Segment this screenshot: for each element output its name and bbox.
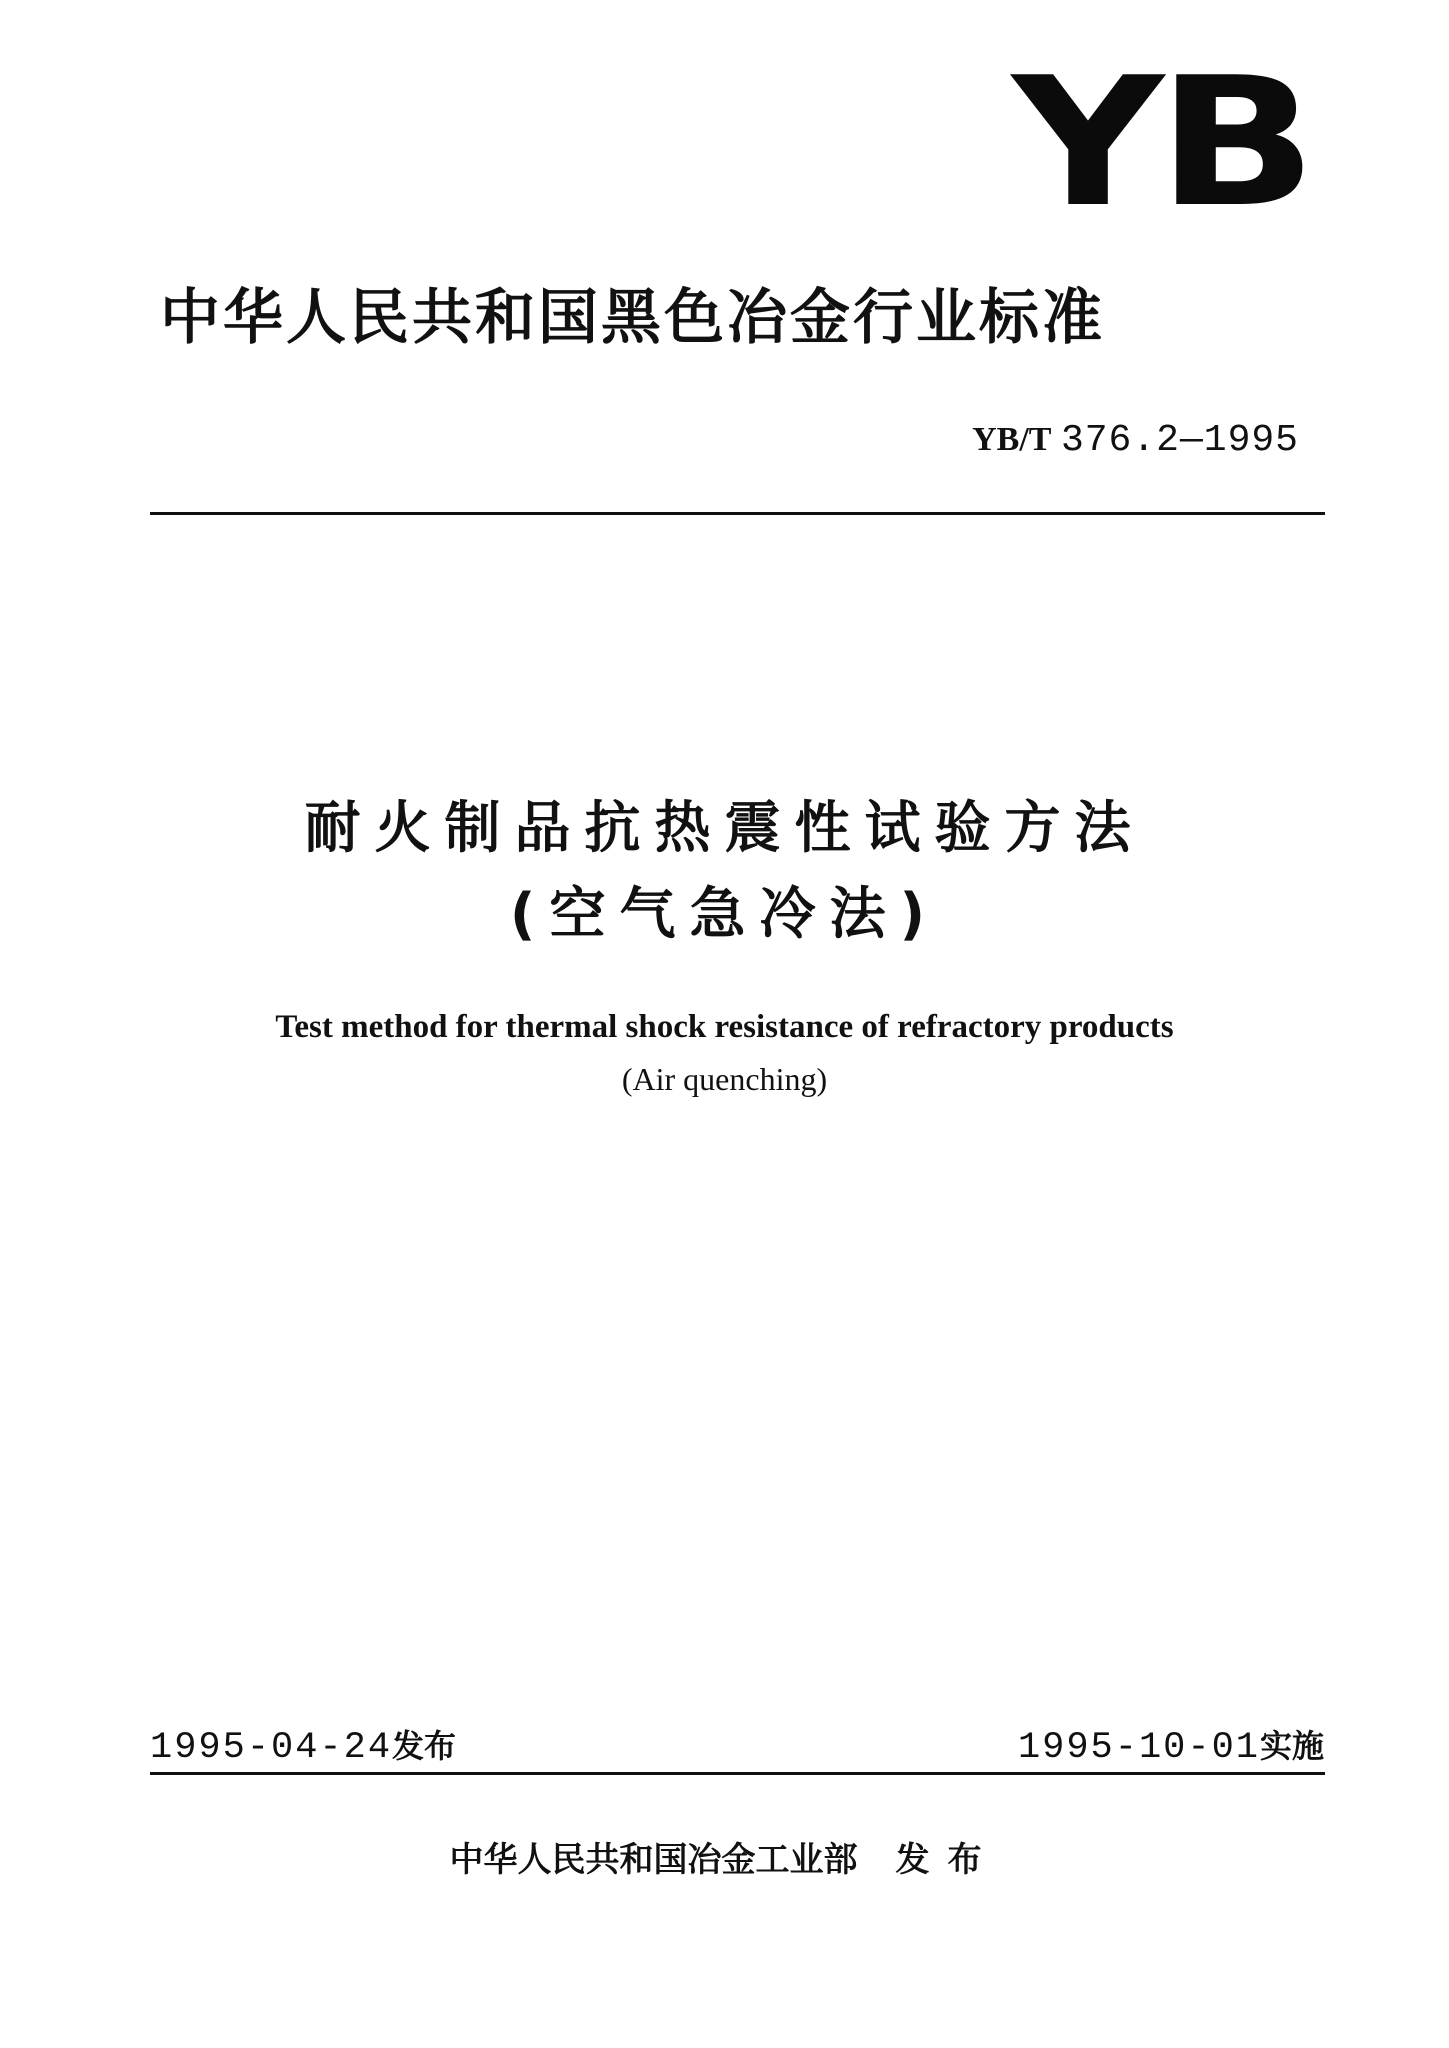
footer-divider: [150, 1772, 1325, 1775]
issue-date: 1995-04-24: [150, 1727, 393, 1769]
org-title: 中华人民共和国黑色冶金行业标准: [160, 283, 1105, 353]
issue-label: 发布: [392, 1727, 457, 1765]
header-divider: [150, 512, 1325, 515]
implementation-date-block: [1018, 1722, 1324, 1772]
title-english-line1: Test method for thermal shock resistance of refractory products: [275, 1009, 1174, 1045]
title-chinese-line1: 耐火制品抗热震性试验方法: [304, 796, 1145, 861]
standard-number: [972, 413, 1299, 466]
standard-prefix: YB/T: [972, 421, 1052, 458]
publisher-line: [0, 1835, 1449, 1885]
issue-date-block: [150, 1722, 456, 1772]
implementation-date: 1995-10-01: [1017, 1727, 1260, 1769]
title-english-line2: (Air quenching): [621, 1061, 828, 1097]
publisher-action: 发布: [895, 1840, 1000, 1880]
standard-code: 376.2—1995: [1060, 419, 1299, 462]
title-chinese-line2: (空气急冷法): [509, 882, 940, 947]
implementation-label: 实施: [1259, 1727, 1324, 1765]
yb-logo: YB: [1012, 39, 1311, 246]
publisher-name: 中华人民共和国冶金工业部: [449, 1840, 858, 1880]
